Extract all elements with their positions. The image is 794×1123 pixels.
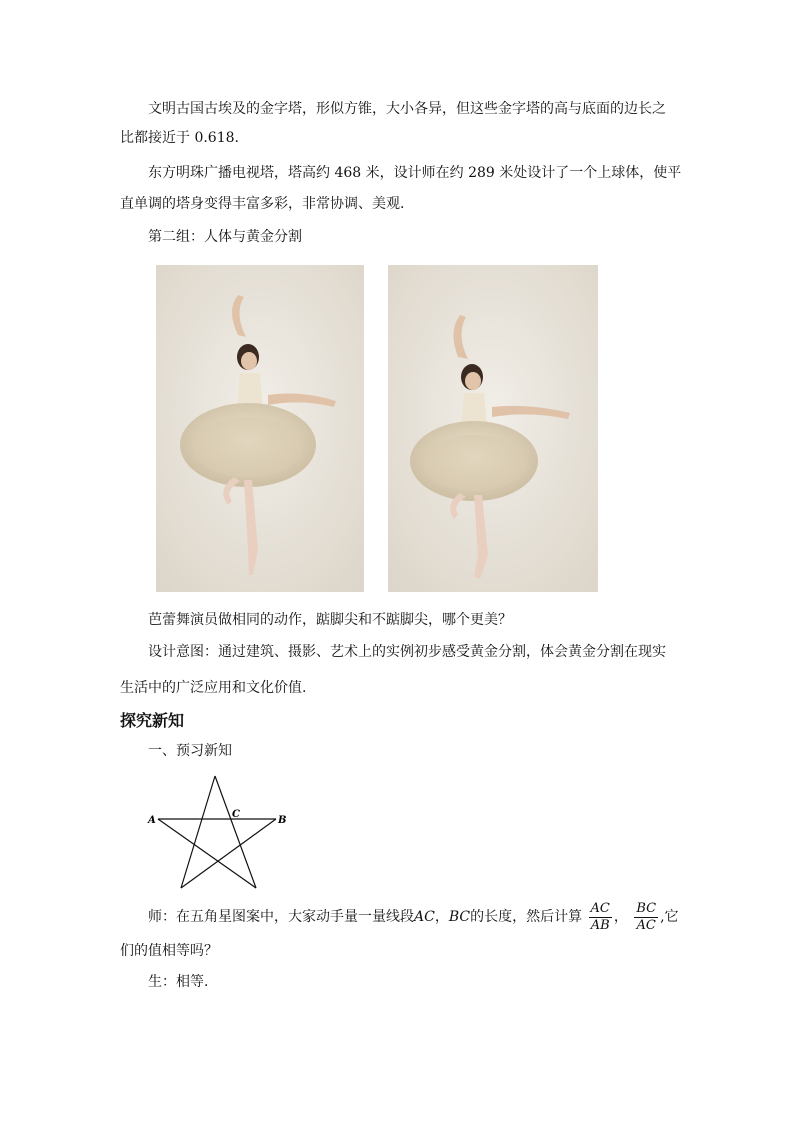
teacher-question-line2: 们的值相等吗？ <box>120 943 218 959</box>
pyramid-text-line1: 文明古国古埃及的金字塔，形似方锥，大小各异，但这些金字塔的高与底面的边长之 <box>148 101 666 117</box>
star-edge <box>215 776 256 888</box>
ballet-question: 芭蕾舞演员做相同的动作，踮脚尖和不踮脚尖，哪个更美？ <box>148 612 512 628</box>
fraction-numerator: BC <box>636 900 657 916</box>
point-b-label: B <box>278 815 287 826</box>
star-edge <box>158 819 256 888</box>
teacher-suffix: ,它 <box>660 909 679 925</box>
ballerina-photo-pointe <box>156 265 364 592</box>
pentagram-diagram <box>146 772 292 894</box>
point-a-label: A <box>148 815 156 826</box>
fraction-ac-ab <box>589 901 612 934</box>
separator: ， <box>434 909 449 925</box>
tower-text-line2: 直单调的塔身变得丰富多彩，非常协调、美观. <box>120 196 405 212</box>
student-answer: 生：相等. <box>148 974 209 990</box>
star-edge <box>181 819 276 888</box>
ballerina-photo-flat <box>388 265 598 592</box>
fraction-numerator: AC <box>590 900 610 916</box>
section-title: 探究新知 <box>120 711 185 730</box>
group2-label: 第二组：人体与黄金分割 <box>148 229 302 245</box>
subsection-title: 一、预习新知 <box>148 743 232 759</box>
teacher-prefix: 师：在五角星图案中，大家动手量一量线段 <box>148 909 414 925</box>
fraction-denominator: AB <box>590 917 610 933</box>
design-intent-line2: 生活中的广泛应用和文化价值. <box>120 680 307 696</box>
fraction-separator: ， <box>613 909 628 925</box>
point-c-label: C <box>232 809 240 820</box>
design-intent-line1: 设计意图：通过建筑、摄影、艺术上的实例初步感受黄金分割，体会黄金分割在现实 <box>148 644 666 660</box>
teacher-question-line1 <box>148 899 708 935</box>
tower-text-line1: 东方明珠广播电视塔，塔高约 468 米，设计师在约 289 米处设计了一个上球体，使平 <box>148 165 682 181</box>
segment-ac: AC <box>414 909 435 925</box>
star-edge <box>181 776 215 888</box>
pyramid-text-line2: 比都接近于 0.618. <box>120 130 239 146</box>
teacher-mid: 的长度，然后计算 <box>470 909 583 925</box>
fraction-bc-ac <box>634 901 658 934</box>
segment-bc: BC <box>448 909 471 925</box>
fraction-denominator: AC <box>636 917 656 933</box>
